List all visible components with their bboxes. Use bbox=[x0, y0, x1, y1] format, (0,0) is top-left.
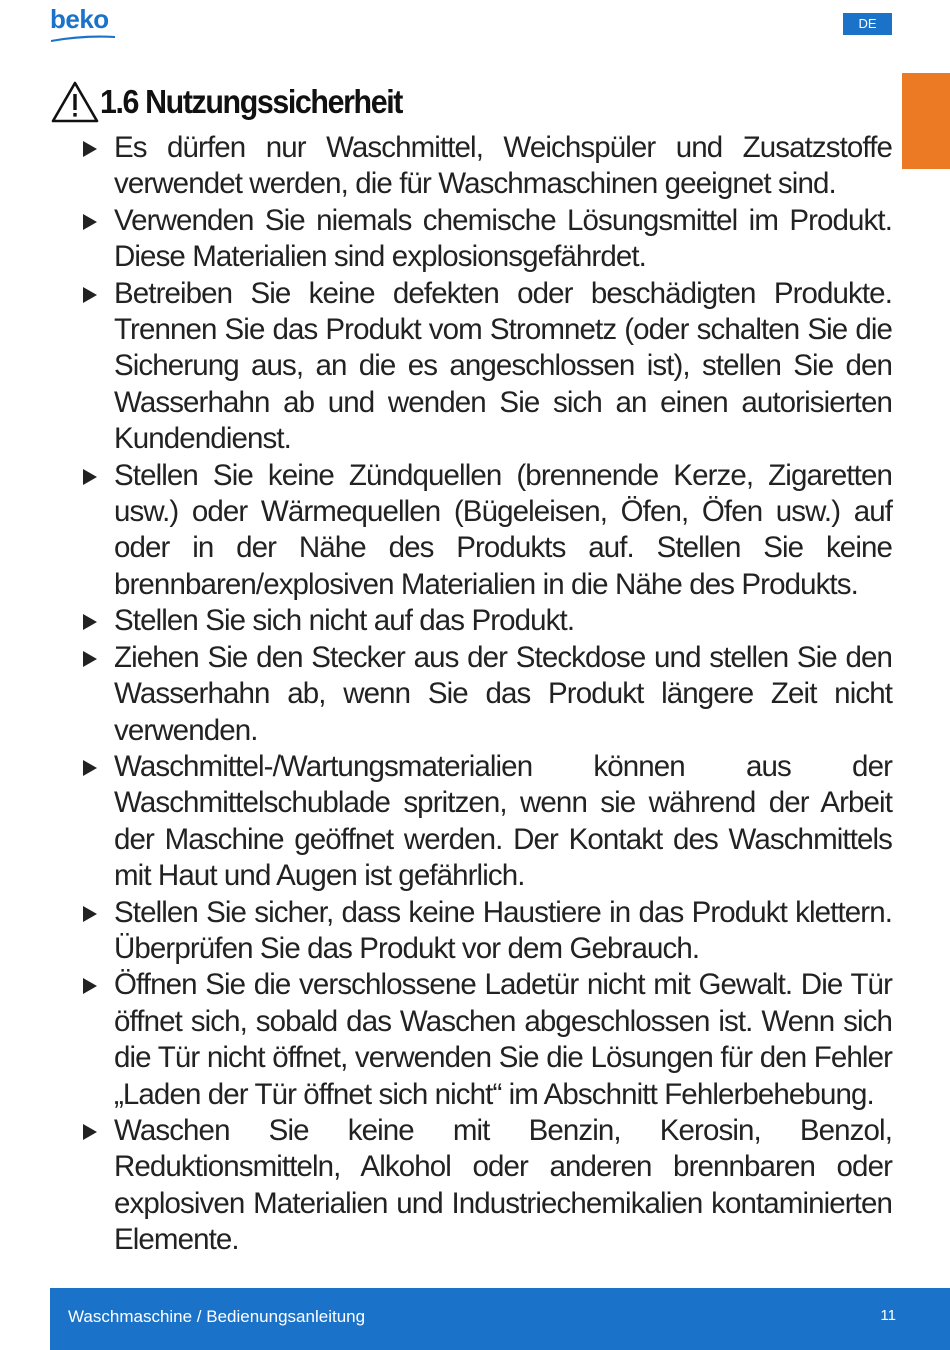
bullet-triangle-icon bbox=[83, 906, 97, 922]
list-item bbox=[114, 276, 892, 458]
bullet-triangle-icon bbox=[83, 214, 97, 230]
logo-swoosh-icon bbox=[50, 34, 116, 42]
list-item bbox=[114, 458, 892, 604]
list-item bbox=[114, 749, 892, 895]
logo-wordmark: beko bbox=[50, 4, 109, 34]
bullet-triangle-icon bbox=[83, 141, 97, 157]
footer-document-title: Waschmaschine / Bedienungsanleitung bbox=[68, 1307, 366, 1326]
bullet-triangle-icon bbox=[83, 287, 97, 303]
list-item-text: Ziehen Sie den Stecker aus der Steckdose und stellen Sie den Wasserhahn ab, wenn Sie das Produkt längere Zeit nicht verwenden. bbox=[114, 640, 892, 747]
list-item bbox=[114, 603, 892, 639]
list-item-text: Betreiben Sie keine defekten oder beschädigten Produkte. Trennen Sie das Produkt vom Stromnetz (oder schalten Sie die Sicherung aus, an die es angeschlossen ist), stellen Sie den Wasserhahn ab und wenden Sie sich an einen autorisierten Kundendienst. bbox=[114, 276, 892, 456]
list-item bbox=[114, 1113, 892, 1259]
bullet-triangle-icon bbox=[83, 978, 97, 994]
section-heading bbox=[50, 76, 428, 128]
list-item-text: Stellen Sie keine Zündquellen (brennende Kerze, Zigaretten usw.) oder Wärmequellen (Bügeleisen, Öfen, Öfen usw.) auf oder in der Nähe des Produkts auf. Stellen Sie keine brennbaren/explosiven Materialien in die Nähe des Produkts. bbox=[114, 458, 892, 601]
list-item-text: Waschen Sie keine mit Benzin, Kerosin, Benzol, Reduktionsmitteln, Alkohol oder anderen brennbaren oder explosiven Materialien und Industriechemikalien kontaminierten Elemente. bbox=[114, 1113, 892, 1257]
bullet-triangle-icon bbox=[83, 1124, 97, 1140]
beko-logo bbox=[50, 4, 118, 44]
list-item-text: Verwenden Sie niemals chemische Lösungsmittel im Produkt. Diese Materialien sind explosionsgefährdet. bbox=[114, 203, 892, 274]
bullet-triangle-icon bbox=[83, 651, 97, 667]
warning-triangle-icon bbox=[50, 80, 100, 124]
chapter-tab-marker bbox=[902, 73, 950, 169]
list-item bbox=[114, 895, 892, 968]
list-item-text: Waschmittel-/Wartungsmaterialien können aus der Waschmittelschublade spritzen, wenn sie während der Arbeit der Maschine geöffnet werden. Der Kontakt des Waschmittels mit Haut und Augen ist gefährlich. bbox=[114, 749, 892, 893]
page-footer bbox=[50, 1288, 950, 1350]
list-item-text: Stellen Sie sich nicht auf das Produkt. bbox=[114, 604, 575, 638]
list-item-text: Öffnen Sie die verschlossene Ladetür nicht mit Gewalt. Die Tür öffnet sich, sobald das Waschen abgeschlossen ist. Wenn sich die Tür nicht öffnet, verwenden Sie die Lösungen für den Fehler „Laden der Tür öffnet sich nicht“ im Abschnitt Fehlerbehebung. bbox=[114, 968, 892, 1111]
section-title: 1.6 Nutzungssicherheit bbox=[100, 83, 402, 120]
safety-list bbox=[114, 130, 892, 1259]
list-item bbox=[114, 640, 892, 749]
list-item bbox=[114, 967, 892, 1113]
list-item bbox=[114, 203, 892, 276]
bullet-triangle-icon bbox=[83, 469, 97, 485]
list-item-text: Stellen Sie sicher, dass keine Haustiere in das Produkt klettern. Überprüfen Sie das Produkt vor dem Gebrauch. bbox=[114, 895, 892, 965]
list-item bbox=[114, 130, 892, 203]
list-item-text: Es dürfen nur Waschmittel, Weichspüler und Zusatzstoffe verwendet werden, die für Waschmaschinen geeignet sind. bbox=[114, 131, 892, 201]
bullet-triangle-icon bbox=[83, 614, 97, 630]
page-number: 11 bbox=[880, 1307, 896, 1324]
bullet-triangle-icon bbox=[83, 760, 97, 776]
language-badge: DE bbox=[843, 13, 892, 35]
